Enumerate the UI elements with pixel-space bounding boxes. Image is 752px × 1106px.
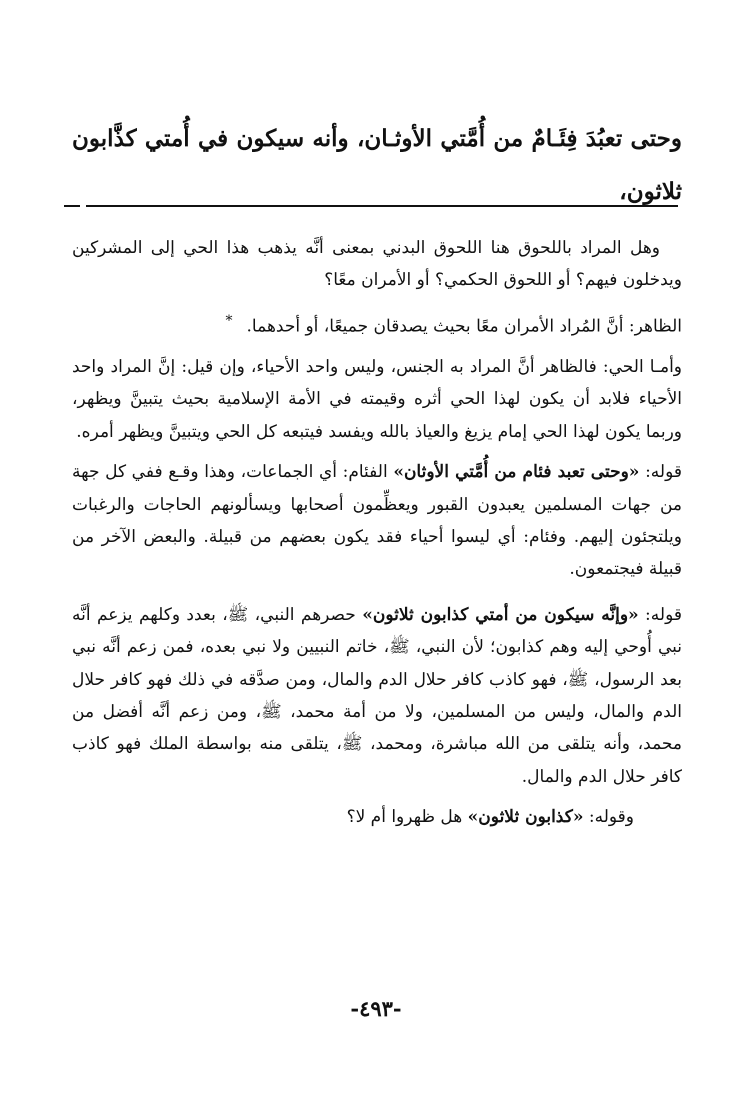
- paragraph-answer: [72, 305, 682, 343]
- commentary-body: [72, 232, 682, 834]
- hadith-quote: «كذابون ثلاثون»: [467, 807, 584, 828]
- paragraph-text: وهل المراد باللحوق هنا اللحوق البدني بمعنى أنَّه يذهب هذا الحي إلى المشركين ويدخلون فيهم؟ أو اللحوق الحكمي؟ أو الأمران معًا؟: [72, 238, 682, 291]
- paragraph-text: حصرهم النبي، ﷺ، بعدد وكلهم يزعم أنَّه نبي أُوحي إليه وهم كذابون؛ لأن النبي، ﷺ، خاتم النبيين ولا نبي بعده، فمن زعم أنَّه نبي بعد الرسول، ﷺ، فهو كاذب كافر حلال الدم والمال، ومن صدَّقه في ذلك فهو كافر حلال الدم والمال، وليس من المسلمين، ولا من أمة محمد، ﷺ، ومن زعم أنَّه أفضل من محمد، وأنه يتلقى من الله مباشرة، ومحمد، ﷺ، يتلقى منه بواسطة الملك فهو كاذب كافر حلال الدم والمال.: [72, 604, 682, 787]
- hadith-quote: «وحتى تعبد فئام من أُمَّتي الأوثان»: [393, 462, 640, 483]
- hadith-quote: «وإنَّه سيكون من أمتي كذابون ثلاثون»: [362, 604, 639, 625]
- paragraph-text: هل ظهروا أم لا؟: [346, 807, 468, 828]
- paragraph-text: الظاهر: أنَّ المُراد الأمران معًا بحيث يصدقان جميعًا، أو أحدهما.: [246, 316, 682, 337]
- paragraph-fiam: [72, 456, 682, 586]
- paragraph-text: الفئام: أي الجماعات، وهذا وقـع ففي كل جهة من جهات المسلمين يعبدون القبور ويعظِّمون أصحابها ويسألونهم الحاجات والرغبات ويلتجئون إليهم. وفئام: أي ليسوا أحياء فقد يكون بعضهم من قبيلة. والبعض الآخر من قبيلة فيجتمعون.: [72, 462, 682, 580]
- paragraph-text: وقوله:: [583, 807, 634, 828]
- paragraph-text: قوله:: [639, 462, 682, 483]
- paragraph-hayy: [72, 351, 682, 448]
- paragraph-text: وأمـا الحي: فالظاهر أنَّ المراد به الجنس، وليس واحد الأحياء، وإن قيل: إنَّ المراد واحد الأحياء فلابد أن يكون لهذا الحي أثره وقيمته في الأمة الإسلامية بحيث يتبينَّ ويظهر، وربما يكون لهذا الحي إمام يزيغ والعياذ بالله ويفسد فيتبعه كل الحي ويتبينَّ ويظهر أمره.: [72, 356, 682, 442]
- paragraph-closing-question: [72, 801, 682, 833]
- footnote-marker: *: [225, 312, 233, 329]
- divider-short: [64, 205, 80, 207]
- section-divider: [86, 205, 678, 207]
- paragraph-kadhdhabun: [72, 599, 682, 793]
- page-number: -٤٩٣-: [350, 996, 402, 1021]
- hadith-heading: وحتى تعبُدَ فِئَـامٌ من أُمَّتي الأوثـان، وأنه سيكون في أُمتي كذَّابون ثلاثون،: [72, 125, 682, 205]
- paragraph-text: قوله:: [638, 604, 682, 625]
- paragraph-question: [72, 232, 682, 297]
